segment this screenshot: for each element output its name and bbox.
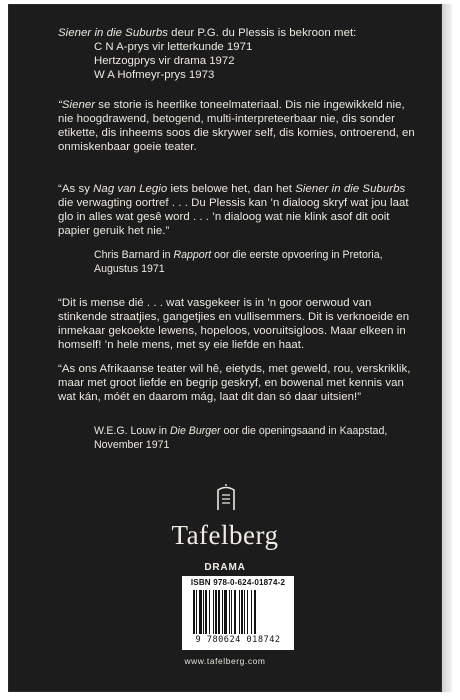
barcode-stripe [224,590,227,634]
publication-name: Die Burger [169,425,221,437]
review-quote-3 [58,296,418,352]
quote-text: “As sy [58,183,94,195]
barcode-stripe [239,590,240,634]
quote-text: “As ons Afrikaanse teater wil hê, eietyds, met geweld, rou, verskriklik, maar met groot liefde en begrip geskryf, en bowenal met kennis van wat kán, móét en daarom mág, laat dit dan só daar uitsien!” [58,363,411,403]
barcode-stripe [199,590,202,634]
award-intro [58,26,418,40]
quote-title: Siener in die Suburbs [295,183,406,195]
credit-text: W.E.G. Louw in [94,425,170,437]
back-cover [8,4,442,692]
barcode-stripe [231,590,232,634]
review-credit-1 [94,248,414,276]
barcode-stripe [218,590,220,634]
barcode-stripe [229,590,230,634]
isbn-number: ISBN 978-0-624-01874-2 [190,578,286,587]
barcode-stripe [213,590,214,634]
quote-text: “Dit is mense dié . . . wat vasgekeer is in ’n goor oerwoud van stinkende straatjies, gangetjies en vullisemmers. Dit is verknoeide en inmekaar gekoekte lewens, hopeloos, vooruitsigloos. Maar elkeen in homself! ’n hele mens, met sy eie liefde en haat. [58,297,410,351]
award-item: Hertzogprys vir drama 1972 [94,55,235,67]
barcode-stripe [222,590,223,634]
barcode-stripe [193,590,195,634]
genre-label: DRAMA [204,562,246,573]
barcode-stripe [215,590,217,634]
page-edge [442,4,452,692]
barcode-stripe [247,590,248,634]
barcode-number: 9 780624 018742 [195,635,281,645]
barcode-stripe [209,590,210,634]
barcode-stripe [244,590,245,634]
award-intro-text: deur P.G. du Plessis is bekroon met: [167,27,357,39]
barcode-stripe [251,590,252,634]
quote-title: “Siener [58,99,96,111]
review-quote-1 [58,98,418,154]
review-quote-4 [58,362,418,404]
publisher-name: Tafelberg [171,520,279,550]
barcode-stripe [254,590,256,634]
credit-text: oor die eerste opvoering in Pretoria, Augustus 1971 [94,249,383,275]
quote-title: Nag van Legio [93,183,168,195]
publisher-logo-icon [215,484,237,512]
award-item: C N A-prys vir letterkunde 1971 [94,41,253,53]
barcode-stripe [241,590,243,634]
barcode-stripe [234,590,236,634]
quote-text: se storie is heerlike toneelmateriaal. Dis nie ingewikkeld nie, nie hoogdrawend, betogend, multi-interpreteerbaar nie, dis sonder etikette, dis inheems soos die skrywer self, dis komies, ontroerend, en onmiskenbaar goeie teater. [58,99,415,153]
book-title: Siener in die Suburbs [58,27,168,39]
publication-name: Rapport [173,249,212,261]
quote-text: die verwagting oortref . . . Du Plessis kan ’n dialoog skryf wat jou laat glo in alles wat gesê word . . . ’n dialoog wat nie klink asof dit ooit papier geruik het nie.” [58,197,409,237]
barcode-stripe [205,590,207,634]
credit-text: Chris Barnard in [94,249,174,261]
award-item: W A Hofmeyr-prys 1973 [94,69,215,81]
review-quote-2 [58,182,418,238]
review-credit-2 [94,424,414,452]
barcode-bars [192,590,284,634]
barcode-stripe [196,590,197,634]
credit-text: oor die openingsaand in Kaapstad, November 1971 [94,425,388,451]
award-list [94,40,252,82]
barcode-stripe [203,590,204,634]
quote-text: iets belowe het, dan het [167,183,296,195]
barcode [182,576,294,650]
website-link[interactable]: www.tafelberg.com [184,656,266,666]
